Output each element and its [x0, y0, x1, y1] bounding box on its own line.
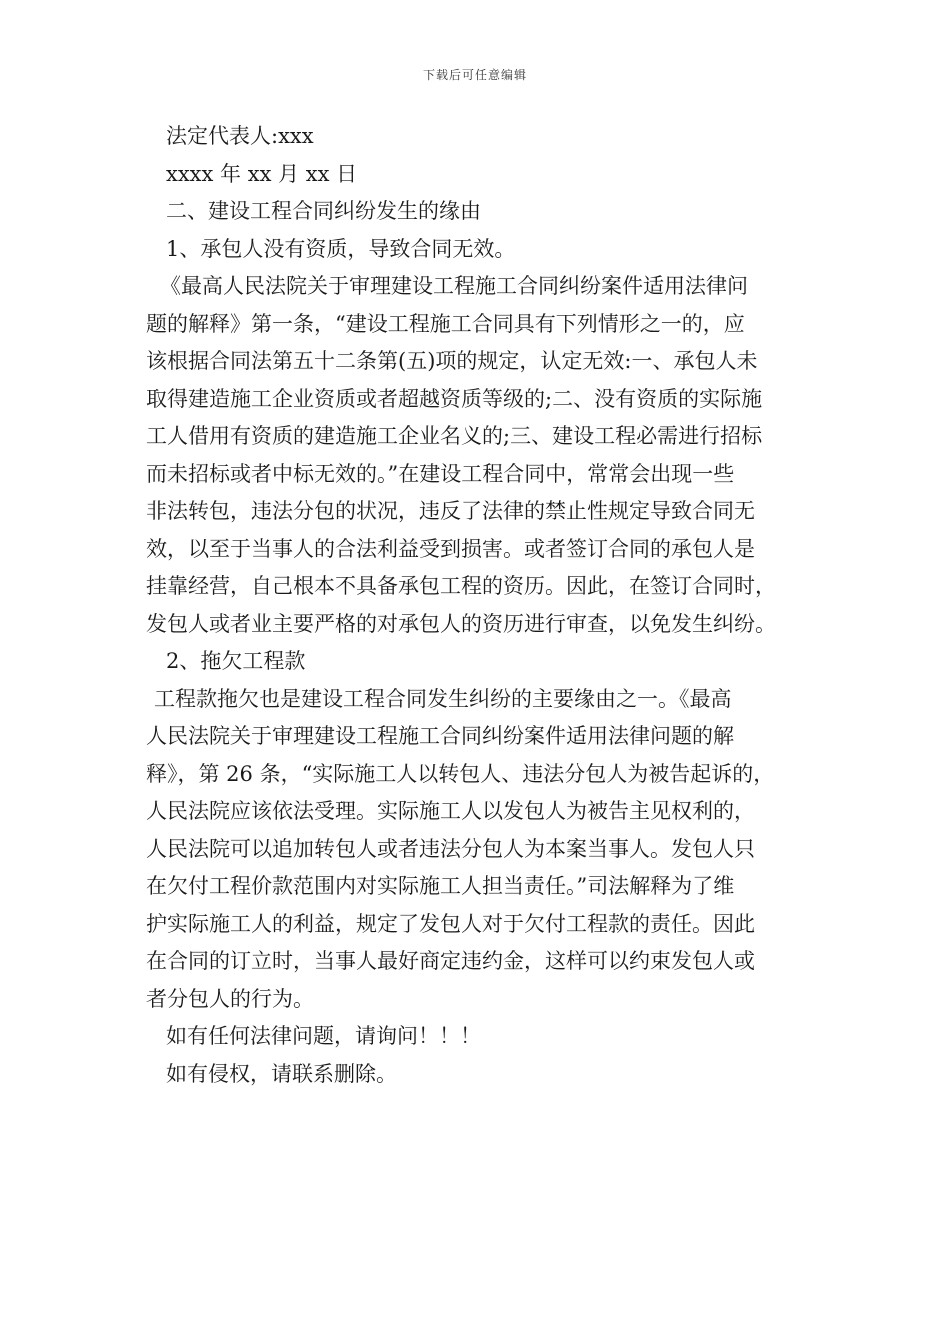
paragraph-2-line-1: 工程款拖欠也是建设工程合同发生纠纷的主要缘由之一。《最高 [154, 686, 732, 711]
paragraph-1-line-3: 该根据合同法第五十二条第(五)项的规定，认定无效:一、承包人未 [146, 349, 758, 373]
paragraph-2-line-4: 人民法院应该依法受理。实际施工人以发包人为被告主见权利的， [146, 799, 755, 823]
paragraph-1-line-4: 取得建造施工企业资质或者超越资质等级的;二、没有资质的实际施 [146, 386, 763, 411]
paragraph-1-line-9: 挂靠经营，自己根本不具备承包工程的资历。因此，在签订合同时， [146, 574, 776, 598]
paragraph-2-line-7: 护实际施工人的利益，规定了发包人对于欠付工程款的责任。因此 [146, 911, 755, 936]
paragraph-2-line-6: 在欠付工程价款范围内对实际施工人担当责任。”司法解释为了维 [146, 874, 735, 898]
paragraph-2-line-8: 在合同的订立时，当事人最好商定违约金，这样可以约束发包人或 [146, 949, 755, 973]
document-body [146, 118, 811, 1093]
paragraph-2-line-3: 释》，第 26 条，“实际施工人以转包人、违法分包人为被告起诉的， [146, 761, 775, 786]
paragraph-1-line-1: 《最高人民法院关于审理建设工程施工合同纠纷案件适用法律问 [160, 274, 748, 298]
paragraph-2-line-2: 人民法院关于审理建设工程施工合同纠纷案件适用法律问题的解 [146, 724, 734, 748]
paragraph-1-line-8: 效，以至于当事人的合法利益受到损害。或者签订合同的承包人是 [146, 536, 755, 561]
paragraph-2-line-9: 者分包人的行为。 [146, 986, 314, 1011]
section-heading-2: 二、建设工程合同纠纷发生的缘由 [166, 199, 481, 223]
paragraph-1-line-6: 而未招标或者中标无效的。”在建设工程合同中，常常会出现一些 [146, 461, 735, 486]
page-header: 下载后可任意编辑 [422, 68, 527, 82]
closing-line-1: 如有任何法律问题，请询问！！！ [166, 1024, 481, 1048]
paragraph-1-line-5: 工人借用有资质的建造施工企业名义的;三、建设工程必需进行招标 [146, 424, 763, 448]
subheading-1: 1、承包人没有资质，导致合同无效。 [166, 236, 516, 261]
paragraph-1-line-7: 非法转包，违法分包的状况，违反了法律的禁止性规定导致合同无 [146, 499, 755, 523]
date-line: xxxx 年 xx 月 xx 日 [166, 161, 358, 186]
paragraph-1-line-2: 题的解释》第一条，“建设工程施工合同具有下列情形之一的，应 [146, 311, 745, 336]
paragraph-2-line-5: 人民法院可以追加转包人或者违法分包人为本案当事人。发包人只 [146, 836, 755, 861]
paragraph-1-line-10: 发包人或者业主要严格的对承包人的资历进行审查，以免发生纠纷。 [146, 611, 776, 636]
legal-representative-line: 法定代表人:xxx [166, 124, 314, 148]
closing-line-2: 如有侵权，请联系删除。 [166, 1061, 397, 1086]
subheading-2: 2、拖欠工程款 [166, 649, 306, 673]
